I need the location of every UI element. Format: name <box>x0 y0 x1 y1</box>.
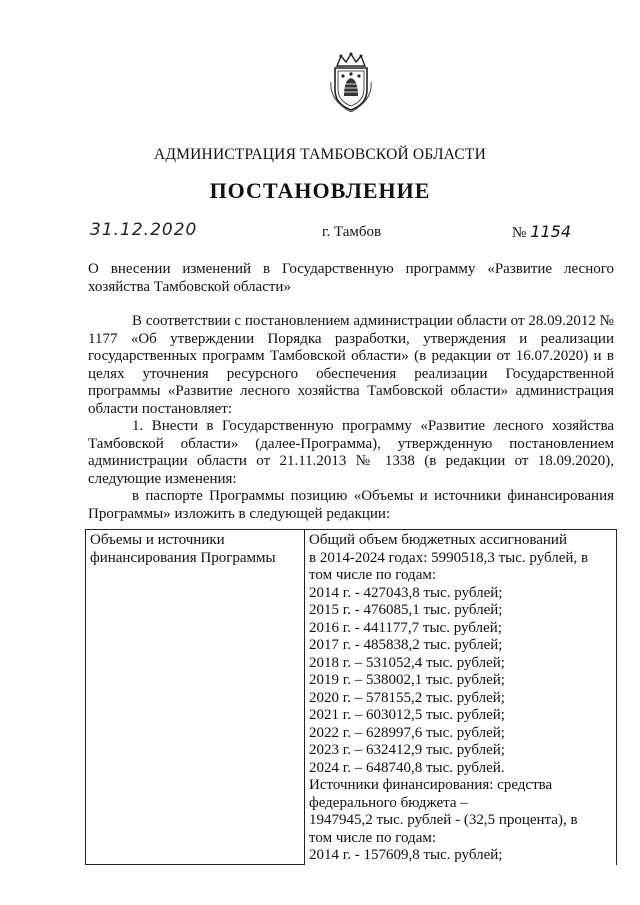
funding-line: 2022 г. – 628997,6 тыс. рублей; <box>309 724 505 741</box>
body-paragraph: В соответствии с постановлением администрации области от 28.09.2012 № 1177 «Об утверждении Порядка разработки, утверждения и реализации государственных программ Тамбовской области» (в редакции от 16.07.2020) и в целях уточнения ресурсного обеспечения реализации Государственной программы «Развитие лесного хозяйства Тамбовской области» администрация области постановляет: <box>88 313 614 417</box>
table-cell-value <box>305 530 617 865</box>
body-paragraph: 1. Внести в Государственную программу «Развитие лесного хозяйства Тамбовской области» (далее-Программа), утвержденную постановлением администрации области от 21.11.2013 № 1338 (в редакции от 18.09.2020), следующие изменения: <box>88 418 614 487</box>
funding-line: том числе по годам: <box>309 829 437 846</box>
document-city: г. Тамбов <box>322 224 382 240</box>
funding-line: 2016 г. - 441177,7 тыс. рублей; <box>309 619 502 636</box>
funding-line: 1947945,2 тыс. рублей - (32,5 процента), в <box>309 812 578 828</box>
coat-of-arms-icon <box>327 52 375 112</box>
funding-line: 2019 г. – 538002,1 тыс. рублей; <box>309 672 505 688</box>
number-value: 1154 <box>530 222 572 241</box>
document-body <box>88 313 614 523</box>
body-paragraph: в паспорте Программы позицию «Объемы и источники финансирования Программы» изложить в следующей редакции: <box>88 488 614 522</box>
document-date: 31.12.2020 <box>90 220 198 240</box>
funding-line: 2017 г. - 485838,2 тыс. рублей; <box>309 637 503 653</box>
table-row <box>86 530 617 865</box>
document-subject: О внесении изменений в Государственную программу «Развитие лесного хозяйства Тамбовской области» <box>88 261 614 295</box>
funding-line: 2018 г. – 531052,4 тыс. рублей; <box>309 654 505 671</box>
document-number <box>512 222 571 242</box>
funding-line: 2015 г. - 476085,1 тыс. рублей; <box>309 602 503 618</box>
funding-line: том числе по годам: <box>309 567 437 583</box>
number-sign: № <box>512 225 527 241</box>
funding-line: федерального бюджета – <box>309 794 468 811</box>
passport-table <box>85 529 617 865</box>
funding-line: 2014 г. - 427043,8 тыс. рублей; <box>309 584 503 601</box>
table-cell-label: Объемы и источники финансирования Программы <box>86 530 305 865</box>
funding-line: 2021 г. – 603012,5 тыс. рублей; <box>309 707 505 723</box>
funding-line: Общий объем бюджетных ассигнований <box>309 532 567 548</box>
funding-line: 2020 г. – 578155,2 тыс. рублей; <box>309 689 505 706</box>
funding-line: Источники финансирования: средства <box>309 777 553 793</box>
funding-line: 2014 г. - 157609,8 тыс. рублей; <box>309 847 503 863</box>
agency-name: АДМИНИСТРАЦИЯ ТАМБОВСКОЙ ОБЛАСТИ <box>154 146 486 163</box>
document-type-title: ПОСТАНОВЛЕНИЕ <box>209 178 431 203</box>
funding-line: 2024 г. – 648740,8 тыс. рублей. <box>309 759 505 776</box>
funding-line: 2023 г. – 632412,9 тыс. рублей; <box>309 742 505 758</box>
funding-line: в 2014-2024 годах: 5990518,3 тыс. рублей, в <box>309 549 589 566</box>
